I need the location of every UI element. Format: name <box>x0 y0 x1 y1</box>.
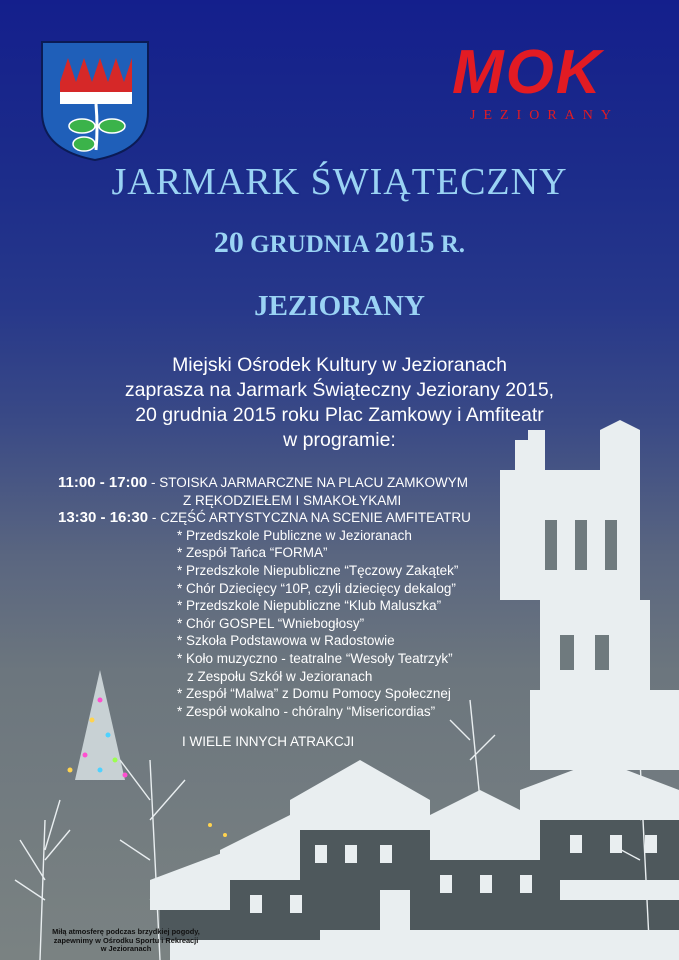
performer-item: * Zespół Tańca “FORMA” <box>177 545 328 561</box>
intro-line: w programie: <box>283 429 396 451</box>
event-town: JEZIORANY <box>254 290 425 322</box>
performer-item: * Przedszkole Publiczne w Jezioranach <box>177 527 412 543</box>
footnote-line: Miłą atmosferę podczas brzydkiej pogody, <box>52 927 200 936</box>
intro-line: 20 grudnia 2015 roku Plac Zamkowy i Amfiteatr <box>135 404 544 426</box>
date-suffix: R. <box>440 231 466 258</box>
intro-line: Miejski Ośrodek Kultury w Jezioranach <box>172 354 507 376</box>
intro-line: zaprasza na Jarmark Świąteczny Jeziorany 2015, <box>124 379 555 401</box>
slot-time: 11:00 - 17:00 <box>58 474 148 491</box>
event-title: JARMARK ŚWIĄTECZNY <box>111 161 568 203</box>
schedule-slot <box>58 509 471 527</box>
slot-text: - STOISKA JARMARCZNE NA PLACU ZAMKOWYM <box>151 475 469 490</box>
performer-item: * Chór GOSPEL “Wniebogłosy” <box>177 615 365 631</box>
mok-logo-word: MOK <box>452 38 603 107</box>
performer-item: * Chór Dziecięcy “10P, czyli dziecięcy dekalog” <box>177 580 456 596</box>
slot-continuation: Z RĘKODZIEŁEM I SMAKOŁYKAMI <box>183 492 402 508</box>
footnote-line: w Jezioranach <box>100 944 152 954</box>
mok-logo-town: JEZIORANY <box>470 108 619 123</box>
date-month: GRUDNIA <box>250 231 369 258</box>
date-year: 2015 <box>374 226 435 259</box>
event-date <box>0 226 679 260</box>
footnote <box>26 928 226 954</box>
intro-text <box>0 353 679 453</box>
performer-item: * Zespół “Malwa” z Domu Pomocy Społecznej <box>177 686 451 702</box>
performer-item: * Przedszkole Niepubliczne “Klub Maluszka” <box>177 598 442 614</box>
footnote-line: zapewnimy w Ośrodku Sportu i Rekreacji <box>53 935 199 945</box>
slot-text: - CZĘŚĆ ARTYSTYCZNA NA SCENIE AMFITEATRU <box>151 510 471 526</box>
extra-attractions: I WIELE INNYCH ATRAKCJI <box>182 734 355 749</box>
performer-item: * Szkoła Podstawowa w Radostowie <box>177 633 395 649</box>
performer-item: * Przedszkole Niepubliczne “Tęczowy Zakątek” <box>177 562 459 578</box>
schedule-slot <box>58 474 471 492</box>
performer-item: * Koło muzyczno - teatralne “Wesoły Teatrzyk” <box>177 650 453 666</box>
performer-item-continuation: z Zespołu Szkół w Jezioranach <box>187 668 373 684</box>
mok-logo <box>452 38 657 126</box>
slot-time: 13:30 - 16:30 <box>58 509 149 527</box>
performer-item: * Zespół wokalno - chóralny “Misericordias” <box>177 703 436 719</box>
crest-icon <box>40 40 150 162</box>
date-day: 20 <box>213 226 244 259</box>
schedule <box>58 474 471 720</box>
